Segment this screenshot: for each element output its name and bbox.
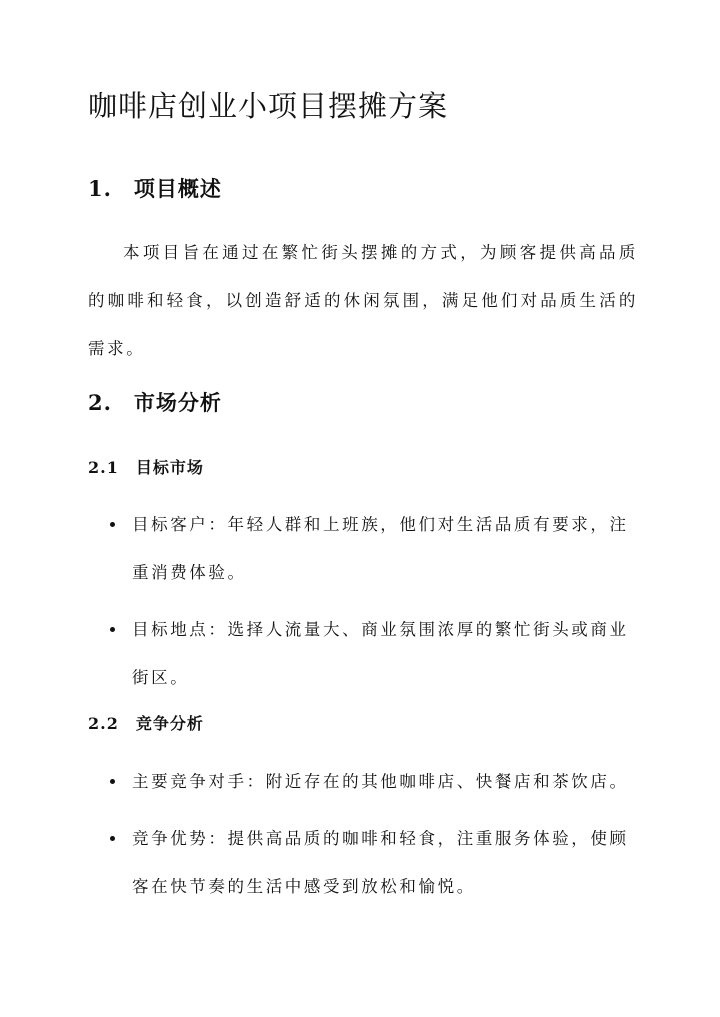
bullet-icon — [110, 627, 115, 632]
bullet-icon — [110, 522, 115, 527]
list-item — [88, 758, 638, 806]
list-item-text: 目标客户：年轻人群和上班族，他们对生活品质有要求，注重消费体验。 — [132, 515, 629, 582]
list-item-text: 竞争优势：提供高品质的咖啡和轻食，注重服务体验，使顾客在快节奏的生活中感受到放松和愉悦。 — [132, 829, 629, 896]
list-item — [88, 815, 638, 911]
document-title: 咖啡店创业小项目摆摊方案 — [88, 89, 449, 123]
section-heading-market-analysis: 2. 市场分析 — [88, 390, 222, 415]
section-heading-overview: 1. 项目概述 — [88, 176, 222, 201]
bullet-icon — [110, 836, 115, 841]
overview-paragraph: 本项目旨在通过在繁忙街头摆摊的方式，为顾客提供高品质的咖啡和轻食，以创造舒适的休闲氛围，满足他们对品质生活的需求。 — [88, 243, 638, 358]
target-market-list — [88, 501, 638, 711]
subsection-heading-target-market: 2.1 目标市场 — [88, 458, 204, 477]
list-item-text: 目标地点：选择人流量大、商业氛围浓厚的繁忙街头或商业街区。 — [132, 620, 629, 687]
list-item — [88, 501, 638, 597]
subsection-heading-competition-analysis: 2.2 竞争分析 — [88, 714, 204, 733]
bullet-icon — [110, 779, 115, 784]
competition-analysis-list — [88, 758, 638, 920]
list-item-text: 主要竞争对手：附近存在的其他咖啡店、快餐店和茶饮店。 — [132, 772, 629, 791]
list-item — [88, 606, 638, 702]
